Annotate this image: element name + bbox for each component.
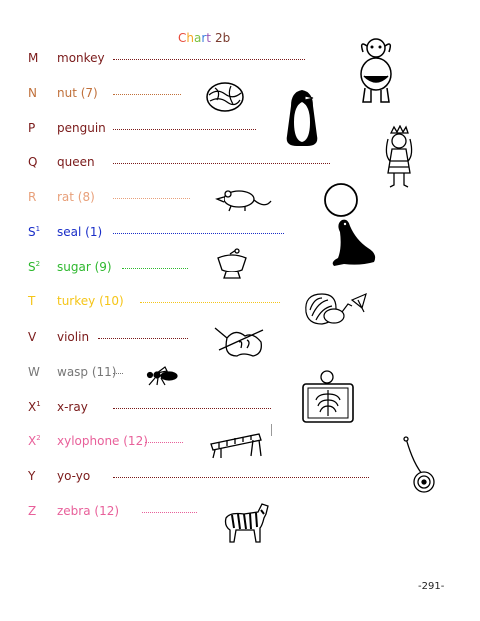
row-letter: $S^2$ (28, 260, 41, 274)
sugar-bowl-picture (214, 248, 250, 282)
answer-dots (113, 129, 256, 130)
row-word: xylophone (12) (57, 434, 148, 448)
page-number: -291- (418, 581, 445, 592)
chart-title (178, 31, 230, 45)
wasp-picture (143, 365, 179, 387)
row-word: seal (1) (57, 225, 103, 239)
answer-dots (122, 268, 188, 269)
row-letter: $X^2$ (28, 434, 41, 448)
xylophone-picture (207, 428, 265, 460)
row-letter: M (28, 51, 39, 65)
row-letter: Z (28, 504, 37, 518)
answer-dots (113, 198, 190, 199)
row-seal (0, 225, 480, 243)
nut-picture (205, 80, 245, 114)
row-letter: Q (28, 155, 38, 169)
answer-dots (113, 233, 284, 234)
row-word: queen (57, 155, 95, 169)
row-letter: W (28, 365, 40, 379)
answer-dots (113, 408, 271, 409)
answer-dots (140, 302, 280, 303)
row-word: yo-yo (57, 469, 91, 483)
title-char: r (201, 31, 207, 45)
row-letter: $X^1$ (28, 400, 41, 414)
row-word: penguin (57, 121, 106, 135)
title-char: C (178, 31, 187, 45)
seal-picture (320, 182, 378, 268)
row-turkey (0, 294, 480, 312)
title-char: t (206, 31, 212, 45)
answer-dots (98, 338, 188, 339)
yoyo-picture (396, 436, 436, 496)
row-word: rat (8) (57, 190, 95, 204)
row-word: nut (7) (57, 86, 98, 100)
rat-picture (215, 185, 273, 215)
title-char: a (194, 31, 202, 45)
title-char: 2 (215, 31, 223, 45)
row-word: sugar (9) (57, 260, 112, 274)
row-letter: V (28, 330, 37, 344)
xray-picture (300, 370, 356, 426)
title-char: h (186, 31, 194, 45)
row-word: zebra (12) (57, 504, 120, 518)
row-letter: T (28, 294, 36, 308)
row-letter: Y (28, 469, 36, 483)
answer-dots (113, 477, 369, 478)
turkey-picture (302, 290, 370, 330)
row-monkey (0, 51, 480, 69)
answer-dots (113, 373, 123, 374)
monkey-picture (355, 36, 397, 106)
answer-dots (142, 512, 197, 513)
row-word: violin (57, 330, 90, 344)
row-letter: P (28, 121, 36, 135)
divider-tick (271, 424, 272, 436)
row-wasp (0, 365, 480, 383)
queen-picture (382, 125, 416, 191)
row-letter: N (28, 86, 37, 100)
penguin-picture (283, 88, 321, 148)
row-word: wasp (11) (57, 365, 117, 379)
answer-dots (145, 442, 183, 443)
title-char: b (222, 31, 231, 45)
zebra-picture (220, 500, 272, 544)
answer-dots (113, 163, 330, 164)
row-letter: R (28, 190, 37, 204)
answer-dots (113, 94, 181, 95)
row-word: turkey (10) (57, 294, 124, 308)
row-word: x-ray (57, 400, 88, 414)
row-letter: $S^1$ (28, 225, 41, 239)
row-xray (0, 400, 480, 418)
row-word: monkey (57, 51, 105, 65)
answer-dots (113, 59, 305, 60)
violin-picture (213, 322, 267, 362)
